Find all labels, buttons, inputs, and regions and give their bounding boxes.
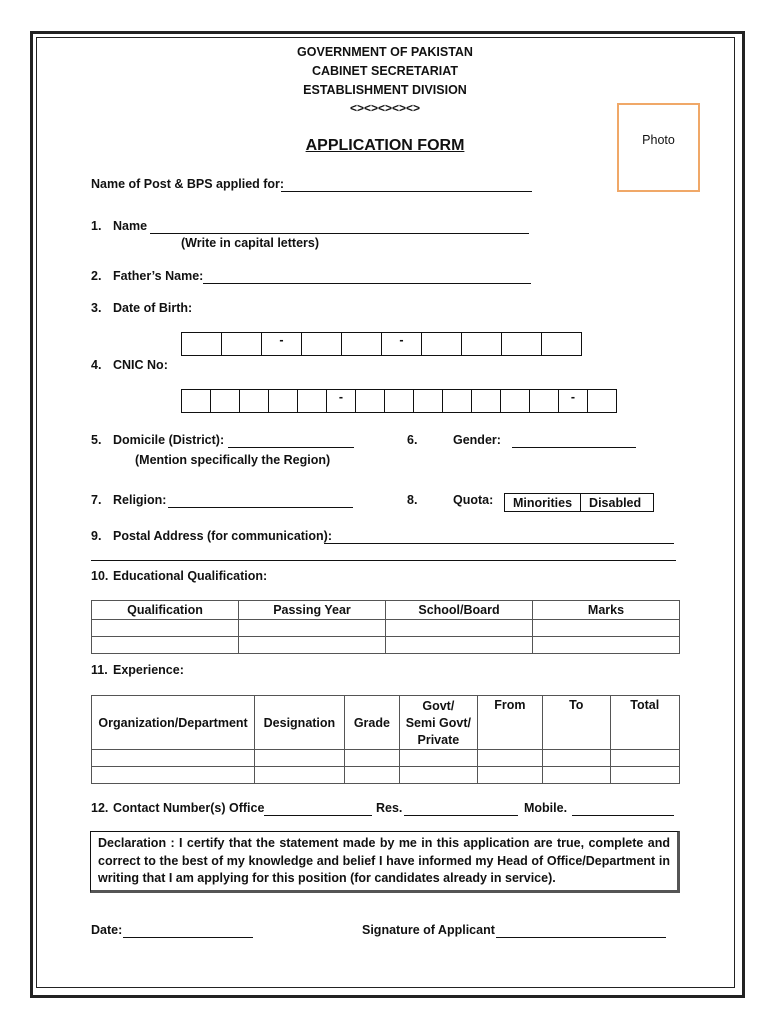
exp-header-govt	[400, 696, 478, 750]
table-cell[interactable]	[92, 637, 239, 654]
table-cell[interactable]	[543, 750, 610, 767]
cnic-box[interactable]	[356, 390, 385, 412]
experience-label: Experience:	[113, 663, 184, 677]
dob-box[interactable]	[342, 333, 382, 355]
table-cell[interactable]	[92, 767, 255, 784]
table-cell[interactable]	[344, 767, 399, 784]
education-number: 10.	[91, 569, 109, 583]
table-cell[interactable]	[255, 750, 345, 767]
cnic-boxes[interactable]	[181, 389, 617, 413]
domicile-field[interactable]	[228, 447, 354, 448]
date-label: Date:	[91, 923, 123, 937]
table-cell[interactable]	[610, 767, 680, 784]
table-cell[interactable]	[386, 620, 533, 637]
cnic-box[interactable]	[588, 390, 616, 412]
contact-office-label: Contact Number(s) Office	[113, 801, 265, 815]
quota-option-disabled[interactable]: Disabled	[589, 496, 642, 510]
cnic-box[interactable]	[269, 390, 298, 412]
exp-header-govt-line-1: Govt/	[422, 699, 455, 713]
quota-option-minorities[interactable]: Minorities	[505, 494, 581, 511]
signature-label: Signature of Applicant	[362, 923, 495, 937]
table-cell[interactable]	[543, 767, 610, 784]
cnic-separator: -	[559, 390, 588, 412]
table-row	[92, 637, 680, 654]
experience-number: 11.	[91, 663, 108, 677]
cnic-label: CNIC No:	[113, 358, 168, 372]
dob-boxes[interactable]	[181, 332, 582, 356]
table-cell[interactable]	[610, 750, 680, 767]
contact-number: 12.	[91, 801, 109, 815]
dob-box[interactable]	[542, 333, 581, 355]
exp-header-govt-line-3: Private	[417, 733, 460, 747]
education-table	[91, 600, 680, 654]
exp-header-from: From	[477, 696, 542, 750]
dob-label: Date of Birth:	[113, 301, 193, 315]
quota-options	[504, 493, 654, 512]
table-cell[interactable]	[477, 767, 542, 784]
table-cell[interactable]	[400, 750, 478, 767]
contact-res-field[interactable]	[404, 815, 518, 816]
signature-field[interactable]	[496, 937, 666, 938]
dob-box[interactable]	[302, 333, 342, 355]
declaration-box: Declaration : I certify that the statement made by me in this application are true, complete and correct to the best of my knowledge and belief I have informed my Head of Office/Department in writing that I am applying for this position (for candidates already in service).	[90, 831, 680, 893]
address-field-line-1[interactable]	[324, 543, 674, 544]
table-row	[92, 620, 680, 637]
gender-field[interactable]	[512, 447, 636, 448]
address-label: Postal Address (for communication):	[113, 529, 333, 543]
cnic-separator: -	[327, 390, 356, 412]
exp-header-govt-line-2: Semi Govt/	[405, 716, 471, 730]
cnic-box[interactable]	[443, 390, 472, 412]
edu-header-school-board: School/Board	[386, 601, 533, 620]
dob-box[interactable]	[422, 333, 462, 355]
edu-header-qualification: Qualification	[92, 601, 239, 620]
dob-separator: -	[262, 333, 302, 355]
contact-mobile-field[interactable]	[572, 815, 674, 816]
table-cell[interactable]	[239, 637, 386, 654]
table-cell[interactable]	[386, 637, 533, 654]
dob-separator: -	[382, 333, 422, 355]
header-line-3: ESTABLISHMENT DIVISION	[303, 83, 467, 97]
photo-label: Photo	[642, 133, 675, 147]
education-label: Educational Qualification:	[113, 569, 268, 583]
table-cell[interactable]	[344, 750, 399, 767]
quota-label: Quota:	[453, 493, 494, 507]
contact-mobile-label: Mobile.	[524, 801, 568, 815]
edu-header-marks: Marks	[533, 601, 680, 620]
table-cell[interactable]	[92, 750, 255, 767]
form-title: APPLICATION FORM	[305, 137, 465, 154]
table-cell[interactable]	[400, 767, 478, 784]
name-field[interactable]	[150, 233, 529, 234]
gender-label: Gender:	[453, 433, 501, 447]
post-label: Name of Post & BPS applied for:	[91, 177, 285, 191]
header-line-2: CABINET SECRETARIAT	[311, 64, 459, 78]
exp-header-organization: Organization/Department	[92, 696, 255, 750]
table-cell[interactable]	[477, 750, 542, 767]
father-name-field[interactable]	[203, 283, 531, 284]
cnic-box[interactable]	[530, 390, 559, 412]
religion-field[interactable]	[168, 507, 353, 508]
cnic-box[interactable]	[472, 390, 501, 412]
contact-res-label: Res.	[376, 801, 403, 815]
dob-box[interactable]	[222, 333, 262, 355]
exp-header-grade: Grade	[344, 696, 399, 750]
dob-number: 3.	[91, 301, 102, 315]
exp-header-designation: Designation	[255, 696, 345, 750]
cnic-box[interactable]	[298, 390, 327, 412]
father-name-label: Father’s Name:	[113, 269, 204, 283]
name-number: 1.	[91, 219, 102, 233]
table-cell[interactable]	[533, 620, 680, 637]
address-field-line-2[interactable]	[91, 560, 676, 561]
quota-number: 8.	[407, 493, 418, 507]
header-line-1: GOVERNMENT OF PAKISTAN	[297, 45, 473, 59]
cnic-box[interactable]	[182, 390, 211, 412]
dob-box[interactable]	[462, 333, 502, 355]
cnic-number: 4.	[91, 358, 102, 372]
religion-label: Religion:	[113, 493, 167, 507]
exp-header-total: Total	[610, 696, 680, 750]
cnic-box[interactable]	[501, 390, 530, 412]
edu-header-passing-year: Passing Year	[239, 601, 386, 620]
cnic-box[interactable]	[240, 390, 269, 412]
header-ornament: <><><><><>	[349, 101, 421, 115]
name-hint: (Write in capital letters)	[181, 236, 319, 250]
table-cell[interactable]	[255, 767, 345, 784]
cnic-box[interactable]	[414, 390, 443, 412]
table-cell[interactable]	[239, 620, 386, 637]
cnic-box[interactable]	[211, 390, 240, 412]
exp-header-to: To	[543, 696, 610, 750]
cnic-box[interactable]	[385, 390, 414, 412]
table-row	[92, 750, 680, 767]
contact-office-field[interactable]	[264, 815, 372, 816]
domicile-label: Domicile (District):	[113, 433, 225, 447]
address-number: 9.	[91, 529, 102, 543]
photo-box[interactable]	[617, 103, 700, 192]
religion-number: 7.	[91, 493, 102, 507]
table-cell[interactable]	[92, 620, 239, 637]
experience-table	[91, 695, 680, 784]
gender-number: 6.	[407, 433, 418, 447]
date-field[interactable]	[123, 937, 253, 938]
name-label: Name	[113, 219, 148, 233]
table-cell[interactable]	[533, 637, 680, 654]
dob-box[interactable]	[182, 333, 222, 355]
domicile-hint: (Mention specifically the Region)	[135, 453, 331, 467]
dob-box[interactable]	[502, 333, 542, 355]
domicile-number: 5.	[91, 433, 102, 447]
table-row	[92, 767, 680, 784]
post-field[interactable]	[281, 191, 532, 192]
father-number: 2.	[91, 269, 102, 283]
